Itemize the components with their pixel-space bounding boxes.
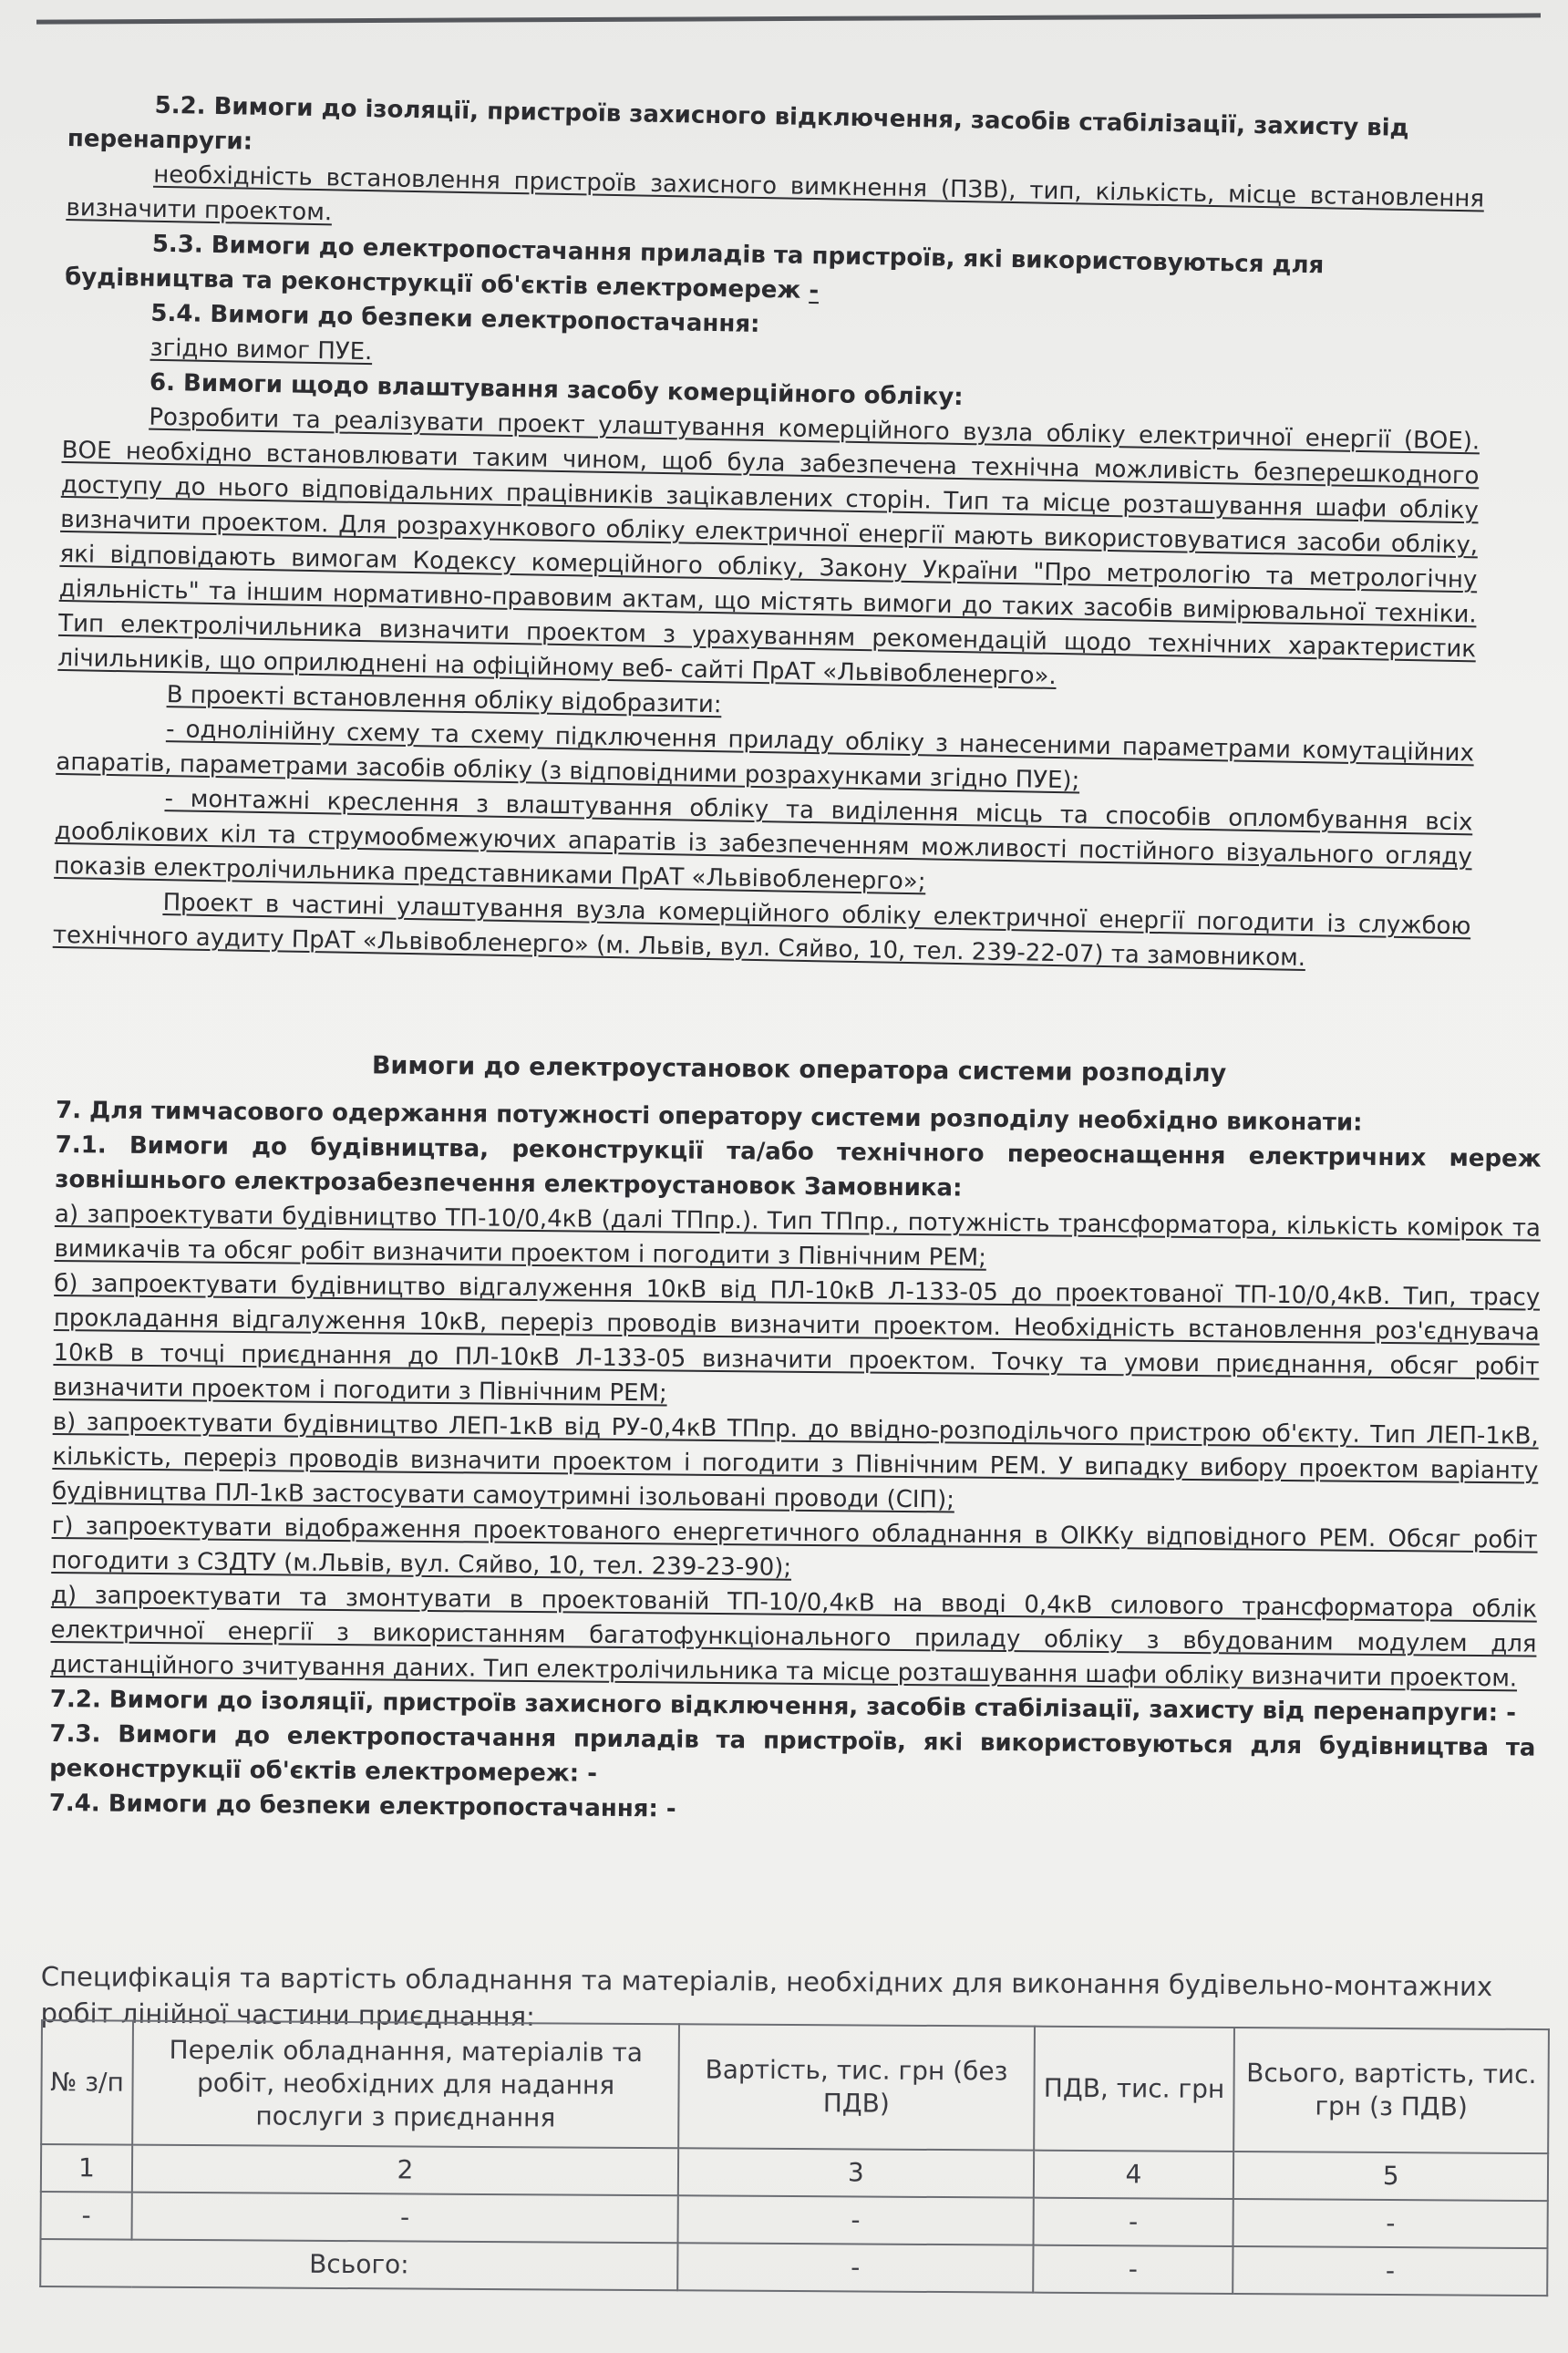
clause-6-item-1: - однолінійну схему та схему підключення приладу обліку з нанесеними параметрами комутаційних апаратів, параметрами засобів обліку (з відповідними розрахунками згідно ПУЕ); [56,716,1475,795]
clause-7-1-a: а) запроектувати будівництво ТП-10/0,4кВ (далі ТПпр.). Тип ТПпр., потужність трансформатора, кількість комірок та вимикачів та обсяг робіт визначити проектом і погодити з Північним РЕМ; [54,1200,1542,1272]
total-sum: - [1233,2246,1548,2296]
header-number: № з/п [41,2020,133,2145]
clause-6-reflect: В проекті встановлення обліку відобразити: [166,681,722,719]
total-cost: - [677,2243,1033,2292]
col-number-1: 1 [41,2144,132,2193]
col-number-4: 4 [1033,2151,1233,2199]
table-total-row [40,2239,1547,2296]
clause-7-1: 7.1. Вимоги до будівництва, реконструкції та/або технічного переоснащення електричних мереж зовнішнього електрозабезпечення електроустановок Замовника: [55,1130,1542,1202]
page-top-edge [36,13,1541,24]
clause-7-2: 7.2. Вимоги до ізоляції, пристроїв захисного відключення, засобів стабілізації, захисту від перенапруги: - [49,1685,1517,1728]
row-cell-1: - [41,2192,132,2240]
clause-7: 7. Для тимчасового одержання потужності оператору системи розподілу необхідно виконати: [55,1096,1363,1137]
requirements-section-7 [49,1023,1542,1835]
clause-7-1-d: г) запроектувати відображення проектованого енергетичного обладнання в ОІККу відповідного РЕМ. Обсяг робіт погодити з СЗДТУ (м.Львів, вул. Сяйво, 10, тел. 239-23-90); [51,1512,1538,1582]
total-vat: - [1033,2245,1233,2294]
clause-5-3: 5.3. Вимоги до електропостачання приладів та пристроїв, які використовуються для будівництва та реконструкції об'єктів електромереж - [64,230,1325,305]
clause-6-text: Розробити та реалізувати проект улаштування комерційного вузла обліку електричної енергії (ВОЕ). ВОЕ необхідно встановлювати таким чином, щоб була забезпечена технічна можливість безперешкодного доступу до нього відповідальних працівників зацікавлених сторін. Тип та місце розташування шафи обліку визначити проектом. Для розрахункового обліку електричної енергії мають використовуватися засоби обліку, які відповідають вимогам Кодексу комерційного обліку, Закону України "Про метрологію та метрологічну діяльність" та іншим нормативно-правовим актам, що містять вимоги до таких засобів вимірювальної техніки. Тип електролічильника визначити проектом з урахуванням рекомендацій щодо технічних характеристик лічильників, що оприлюднені на офіційному веб- сайті ПрАТ «Львівобленерго». [57,403,1480,690]
clause-6-item-2: - монтажні креслення з влаштування обліку та виділення місць та способів опломбування всіх дооблікових кіл та струмообмежуючих апаратів із забезпеченням можливості постійного візуального огляду показів електролічильника представниками ПрАТ «Львівобленерго»; [54,785,1473,896]
clause-7-4: 7.4. Вимоги до безпеки електропостачання: - [48,1789,676,1823]
spec-title: Специфікація та вартість обладнання та матеріалів, необхідних для виконання будівельно-монтажних робіт лінійної частини приєднання: [40,1961,1493,2032]
header-cost: Вартість, тис. грн (без ПДВ) [678,2024,1034,2150]
clause-5-2-cont: перенапруги: [67,124,253,156]
table-header-row [41,2020,1549,2153]
total-label: Всього: [40,2239,677,2290]
header-items: Перелік обладнання, матеріалів та робіт, необхідних для надання послуги з приєднання [132,2021,679,2149]
clause-6-item-3: Проект в частині улаштування вузла комерційного обліку електричної енергії погодити із службою технічного аудиту ПрАТ «Львівобленерго» (м. Львів, вул. Сяйво, 10, тел. 239-22-07) та замовником. [52,889,1471,973]
col-number-5: 5 [1233,2152,1548,2201]
row-cell-2: - [131,2193,678,2244]
clause-7-1-e: д) запроектувати та змонтувати в проектованій ТП-10/0,4кВ на вводі 0,4кВ силового трансформатора облік електричної енергії з використанням багатофункціонального приладу обліку з вбудованим модулем для дистанційного зчитування даних. Тип електролічильника та місце розташування шафи обліку визначити проектом. [50,1581,1538,1693]
clause-7-3: 7.3. Вимоги до електропостачання приладів та пристроїв, які використовуються для будівництва та реконструкції об'єктів електромереж: - [49,1719,1536,1788]
col-number-3: 3 [678,2148,1034,2197]
header-total: Всього, вартість, тис. грн (з ПДВ) [1233,2028,1548,2153]
row-cell-4: - [1033,2198,1233,2246]
row-cell-5: - [1233,2199,1548,2248]
clause-5-2-value: необхідність встановлення пристроїв захисного вимкнення (ПЗВ), тип, кількість, місце встановлення визначити проектом. [66,160,1485,227]
clause-5-4: 5.4. Вимоги до безпеки електропостачання: [150,299,760,338]
clause-5-4-value: згідно вимог ПУЕ. [150,334,373,366]
clause-6: 6. Вимоги щодо влаштування засобу комерційного обліку: [149,368,964,412]
clause-7-1-c: в) запроектувати будівництво ЛЕП-1кВ від РУ-0,4кВ ТПпр. до ввідно-розподільчого пристрою об'єкту. Тип ЛЕП-1кВ, кількість, переріз проводів визначити проектом і погодити з Північним РЕМ. У випадку вибору проектом варіанту будівництва ПЛ-1кВ застосувати самоутримні ізольовані проводи (СІП); [51,1408,1539,1514]
header-vat: ПДВ, тис. грн [1034,2027,1235,2152]
col-number-2: 2 [132,2145,679,2196]
spec-table [39,2019,1550,2296]
clause-7-1-b: б) запроектувати будівництво відгалуження 10кВ від ПЛ-10кВ Л-133-05 до проектованої ТП-10/0,4кВ. Тип, трасу прокладання відгалуження 10кВ, переріз проводів визначити проектом. Необхідність встановлення роз'єднувача 10кВ в точці приєднання до ПЛ-10кВ Л-133-05 визначити проектом. Точку та умови приєднання, обсяг робіт визначити проектом і погодити з Північним РЕМ; [53,1269,1541,1408]
row-cell-3: - [678,2195,1034,2245]
requirements-section-5-6 [53,87,1486,978]
clause-5-2-title: 5.2. Вимоги до ізоляції, пристроїв захисного відключення, засобів стабілізації, захисту від [154,91,1409,142]
section-heading: Вимоги до електроустановок оператора системи розподілу [371,1051,1227,1089]
